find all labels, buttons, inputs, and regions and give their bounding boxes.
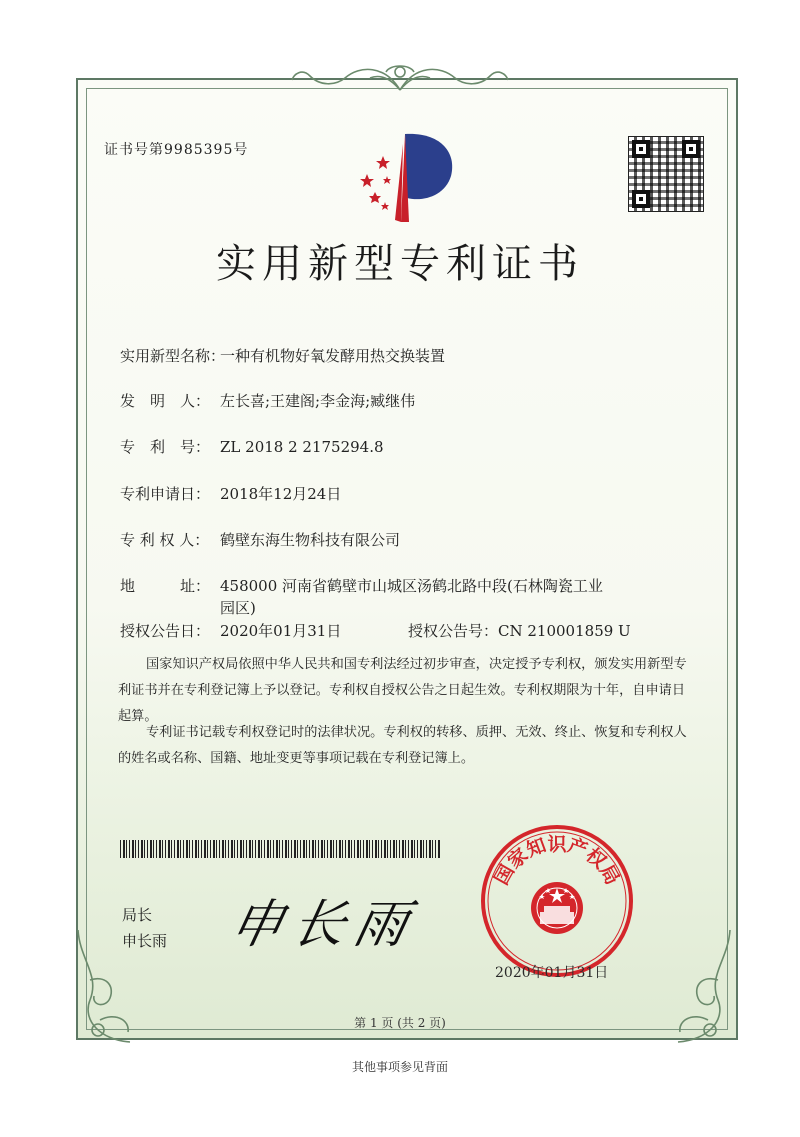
grant-date-label: 授权公告日：: [120, 622, 211, 640]
seal-text: 国家知识产权局: [490, 833, 624, 889]
page-indicator: 第 1 页 (共 2 页): [354, 1016, 446, 1030]
grant-number-label: 授权公告号：: [408, 622, 499, 640]
barcode-icon: [120, 840, 440, 858]
address-value-line1: 458000 河南省鹤壁市山城区汤鹤北路中段(石林陶瓷工业: [220, 577, 603, 595]
patentee-row: [120, 529, 400, 550]
address-row: [120, 575, 603, 596]
patent-number-label: 专 利 号：: [120, 438, 211, 456]
patent-number-row: [120, 436, 384, 457]
cnipa-logo-icon: [345, 124, 465, 224]
filing-date-row: [120, 483, 341, 504]
signer-role: 局长: [122, 906, 153, 924]
signer-name: 申长雨: [122, 932, 168, 950]
top-ornament-icon: [290, 60, 510, 94]
name-label: 实用新型名称：: [120, 347, 226, 365]
body-paragraph-1: 国家知识产权局依照中华人民共和国专利法经过初步审查，决定授予专利权，颁发实用新型专利证书并在专利登记簿上予以登记。专利权自授权公告之日起生效。专利权期限为十年，自申请日起算。: [118, 657, 687, 724]
patentee-value: 鹤壁东海生物科技有限公司: [220, 531, 401, 549]
grant-date-value: 2020年01月31日: [220, 622, 342, 640]
body-paragraph-2: 专利证书记载专利权登记时的法律状况。专利权的转移、质押、无效、终止、恢复和专利权人的姓名或名称、国籍、地址变更等事项记载在专利登记簿上。: [118, 725, 687, 766]
address-value-line2: 园区): [220, 599, 256, 617]
seal-date: 2020年01月31日: [495, 965, 609, 981]
qr-code-icon: [628, 136, 704, 212]
handwritten-signature: 申长雨: [224, 895, 424, 955]
inventor-row: [120, 390, 415, 411]
inventor-value: 左长喜;王建阁;李金海;臧继伟: [220, 392, 416, 410]
filing-date-label: 专利申请日：: [120, 485, 211, 503]
grant-number-value: CN 210001859 U: [498, 622, 631, 640]
utility-model-name-row: [120, 345, 445, 366]
svg-text:国家知识产权局: [490, 832, 623, 888]
patentee-label: 专 利 权 人：: [120, 531, 210, 549]
filing-date-value: 2018年12月24日: [220, 485, 342, 503]
certificate-title: 实用新型专利证书: [216, 241, 584, 287]
official-seal-icon: [478, 822, 636, 980]
grant-date-row: [120, 620, 341, 641]
patent-number-value: ZL 2018 2 2175294.8: [220, 438, 384, 456]
address-label: 地 址：: [120, 577, 211, 595]
footer-note: 其他事项参见背面: [351, 1060, 448, 1074]
grant-number-row: [408, 620, 631, 641]
inventor-label: 发 明 人：: [120, 392, 211, 410]
certificate-number: 证书号第9985395号: [104, 142, 249, 158]
name-value: 一种有机物好氧发酵用热交换装置: [220, 347, 446, 365]
